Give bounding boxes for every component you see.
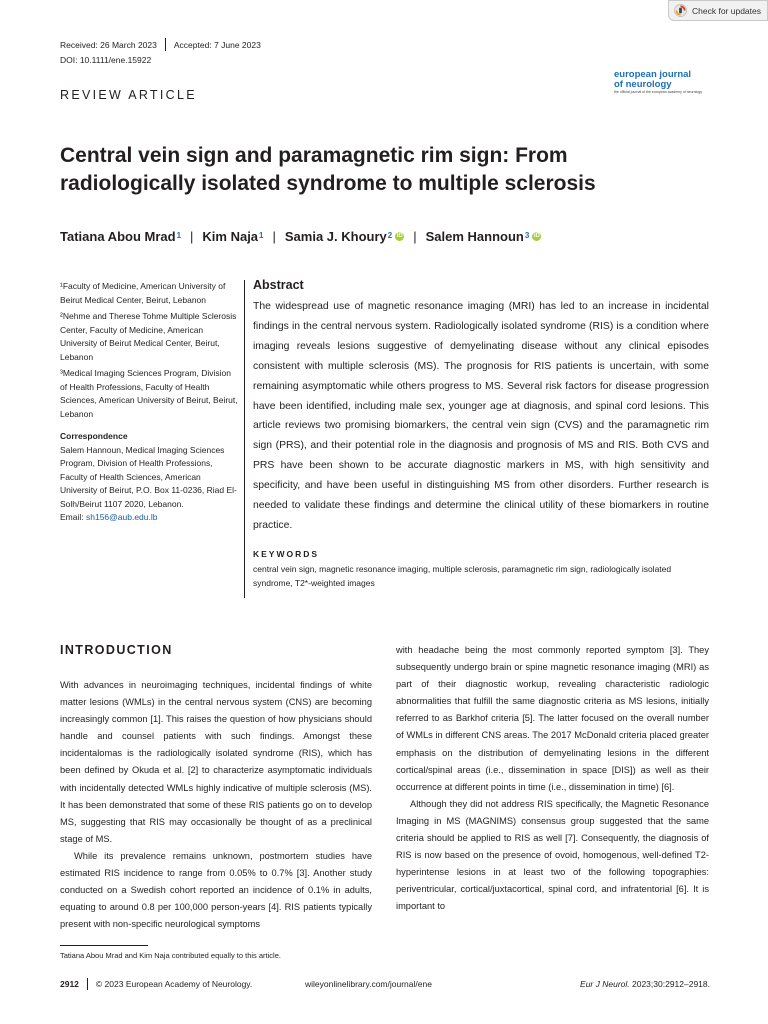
body-column-right bbox=[396, 642, 709, 916]
email-link[interactable]: sh156@aub.edu.lb bbox=[85, 512, 158, 522]
author-name[interactable]: Samia J. Khoury bbox=[284, 229, 387, 244]
citation bbox=[580, 979, 710, 989]
journal-url[interactable]: wileyonlinelibrary.com/journal/ene bbox=[305, 979, 432, 989]
article-title: Central vein sign and paramagnetic rim sign: From radiologically isolated syndrome to multiple sclerosis bbox=[60, 144, 596, 195]
journal-abbrev: Eur J Neurol. bbox=[580, 979, 630, 989]
orcid-icon[interactable]: iD bbox=[533, 233, 540, 239]
received-date: Received: 26 March 2023 bbox=[60, 39, 157, 50]
journal-logo-line1: european journal bbox=[614, 69, 692, 80]
affiliation: ³Medical Imaging Sciences Program, Division of Health Professions, Faculty of Health Sciences, American University of Beirut, Beirut, Lebanon bbox=[60, 368, 238, 419]
page-number: 2912 bbox=[60, 979, 79, 989]
divider bbox=[87, 978, 88, 990]
author-name[interactable]: Kim Naja bbox=[202, 229, 259, 244]
correspondence-heading: Correspondence bbox=[60, 431, 128, 441]
author-separator: | bbox=[272, 229, 276, 244]
author-list bbox=[60, 229, 541, 244]
keywords-text: central vein sign, magnetic resonance imaging, multiple sclerosis, paramagnetic rim sign, radiologically isolated syndrome, T2*-weighted images bbox=[253, 564, 672, 588]
author-affiliation-mark: 1 bbox=[259, 231, 264, 240]
doi: DOI: 10.1111/ene.15922 bbox=[60, 55, 152, 65]
abstract-heading: Abstract bbox=[253, 278, 304, 292]
paragraph: While its prevalence remains unknown, postmortem studies have estimated RIS incidence to range from 0.05% to 0.7% [3]. Another study conducted on a Swedish cohort reported an incidence of 0.1% in adults, equating to around 0.8 per 100,000 person-years [4]. RIS patients typically present with non-specific neurological symptoms bbox=[60, 850, 372, 930]
journal-logo-line2: of neurology bbox=[614, 79, 672, 90]
article-type: REVIEW ARTICLE bbox=[60, 88, 197, 102]
refresh-icon bbox=[674, 4, 687, 17]
correspondence-text: Salem Hannoun, Medical Imaging Sciences Program, Division of Health Professions, Faculty of Health Sciences, American University of Beirut, P.O. Box 11-0236, Riad El-Solh/Beirut 1107 2020, Lebanon. bbox=[60, 444, 237, 509]
keywords-heading: KEYWORDS bbox=[253, 549, 320, 559]
paragraph: With advances in neuroimaging techniques, incidental findings of white matter lesions (WMLs) in the central nervous system (CNS) are becoming increasingly common [1]. This raises the question of how physicians should handle and counsel patients with such findings. Amongst these incidentalomas is the radiologically isolated syndrome (RIS), which has been defined by Okuda et al. [2] to characterize asymptomatic individuals with incidentally detected WMLs highly indicative of multiple sclerosis (MS). It has been demonstrated that some of these RIS patients go on to develop MS, suggesting that RIS may occasionally be thought of as a preclinical stage of MS. bbox=[60, 680, 372, 844]
journal-logo bbox=[614, 70, 702, 95]
page-footer bbox=[60, 978, 710, 990]
orcid-icon[interactable]: iD bbox=[396, 233, 403, 239]
paragraph: with headache being the most commonly reported symptom [3]. They subsequently undergo brain or spine magnetic resonance imaging (MRI) as part of their diagnostic workup, revealing characteristic radiologic abnormalities that fulfill the same diagnostic criteria as MS lesions, initially referred to as Barkhof criteria [5]. The latter focused on the overall number of WMLs in different CNS areas. The 2017 McDonald criteria placed greater emphasis on the distribution of demyelinating lesions in the different cortical/spinal areas (i.e., dissemination in space [DIS]) as well as their occurrence at different points in time (i.e., dissemination in time) [6]. bbox=[396, 645, 709, 792]
author-affiliation-mark: 2 bbox=[387, 231, 393, 240]
abstract-divider bbox=[244, 280, 245, 598]
affiliation: ¹Faculty of Medicine, American University of Beirut Medical Center, Beirut, Lebanon bbox=[60, 281, 226, 305]
author-affiliation-mark: 3 bbox=[524, 231, 530, 240]
author-separator: | bbox=[413, 229, 417, 244]
affiliation: ²Nehme and Therese Tohme Multiple Sclerosis Center, Faculty of Medicine, American University of Beirut Medical Center, Beirut, Lebanon bbox=[60, 311, 237, 362]
author-name[interactable]: Salem Hannoun bbox=[425, 229, 524, 244]
divider bbox=[165, 38, 166, 51]
author-name[interactable]: Tatiana Abou Mrad bbox=[60, 229, 176, 244]
correspondence-email-line bbox=[60, 511, 240, 525]
journal-tagline: the official journal of the european academy of neurology bbox=[614, 90, 703, 94]
citation-volume: 2023;30:2912–2918. bbox=[629, 979, 710, 989]
correspondence bbox=[60, 430, 240, 525]
dates-line bbox=[60, 38, 261, 51]
affiliations bbox=[60, 280, 240, 424]
email-label: Email: bbox=[60, 512, 86, 522]
author-separator: | bbox=[190, 229, 194, 244]
check-for-updates-label: Check for updates bbox=[692, 5, 761, 16]
author-affiliation-mark: 1 bbox=[176, 231, 182, 240]
section-heading-introduction: INTRODUCTION bbox=[60, 643, 173, 657]
copyright: © 2023 European Academy of Neurology. bbox=[95, 979, 253, 989]
body-column-left bbox=[60, 677, 372, 933]
abstract-text: The widespread use of magnetic resonance imaging (MRI) has led to an increase in incidental findings in the central nervous system. Radiologically isolated syndrome (RIS) is a condition where imaging reveals lesions suggestive of demyelinating disease without any clinical episodes consistent with multiple sclerosis (MS). The prognosis for RIS patients is uncertain, with some remaining asymptomatic while others progress to MS. Several risk factors for disease progression have been identified, including male sex, younger age at diagnosis, and spinal cord lesions. This article reviews two promising biomarkers, the central vein sign (CVS) and the paramagnetic rim sign (PRS), and their potential role in the diagnosis and prognosis of MS and RIS. Both CVS and PRS have been shown to be accurate diagnostic markers in MS, with high sensitivity and specificity, and have been useful in distinguishing MS from other disorders. Further research is needed to validate these findings and determine the clinical utility of these biomarkers in routine practice. bbox=[253, 301, 709, 531]
accepted-date: Accepted: 7 June 2023 bbox=[173, 39, 261, 50]
check-for-updates-badge[interactable] bbox=[668, 0, 768, 21]
footnote-rule bbox=[60, 945, 148, 946]
paragraph: Although they did not address RIS specifically, the Magnetic Resonance Imaging in MS (MAGNIMS) consensus group suggested that the same criteria should be applied to RIS as well [7]. Consequently, the diagnosis of RIS is now based on the presence of ovoid, homogenous, well-defined T2-hyperintense lesions in at least two of the following topographies: periventricular, cortical/juxtacortical, spinal cord, and infratentorial [6]. It is important to bbox=[396, 798, 709, 912]
footnote: Tatiana Abou Mrad and Kim Naja contributed equally to this article. bbox=[60, 951, 281, 960]
